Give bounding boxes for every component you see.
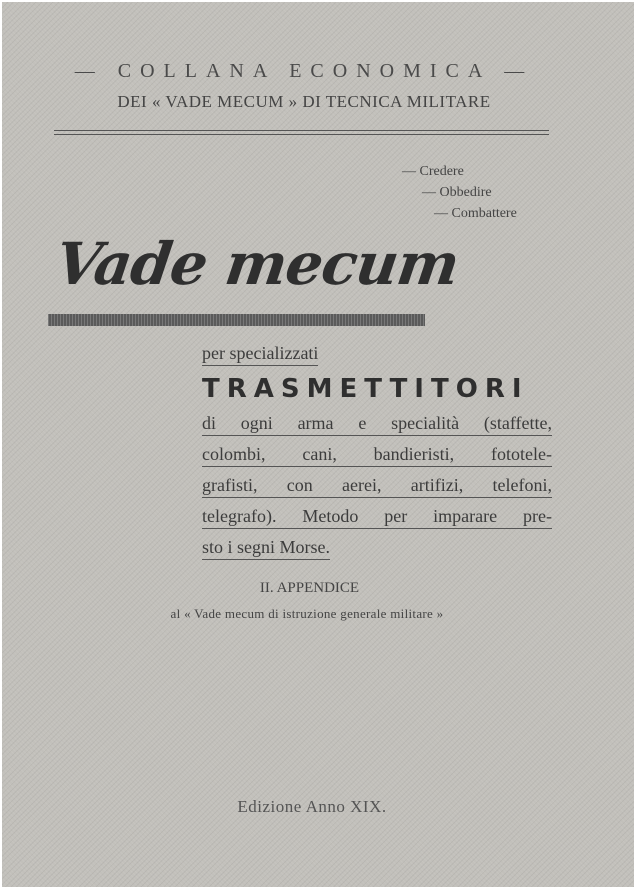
body-line-specializzati: per specializzati: [202, 342, 318, 366]
series-title: — COLLANA ECONOMICA —: [74, 60, 534, 82]
motto-line-combattere: — Combattere: [434, 206, 517, 221]
subject-heading: TRASMETTITORI: [202, 374, 529, 404]
body-line-4: colombi, cani, bandieristi, fototele-: [202, 443, 552, 467]
edition-note: Edizione Anno XIX.: [237, 797, 387, 816]
motto-line-obbedire: — Obbedire: [422, 185, 492, 200]
header-rule-lower: [54, 134, 549, 135]
series-subtitle: DEI « VADE MECUM » DI TECNICA MILITARE: [117, 92, 491, 111]
body-line-6: telegrafo). Metodo per imparare pre-: [202, 505, 552, 529]
book-cover: [2, 2, 634, 887]
body-line-3: di ogni arma e specialità (staffette,: [202, 412, 552, 436]
body-line-5: grafisti, con aerei, artifizi, telefoni,: [202, 474, 552, 498]
main-title: Vade mecum: [51, 230, 463, 298]
body-line-7: sto i segni Morse.: [202, 536, 330, 560]
header-rule-upper: [54, 130, 549, 131]
appendix-subtitle: al « Vade mecum di istruzione generale militare »: [170, 606, 444, 621]
title-underline-bar: [48, 314, 425, 326]
motto-line-credere: — Credere: [402, 164, 464, 179]
appendix-label: II. APPENDICE: [259, 580, 360, 596]
